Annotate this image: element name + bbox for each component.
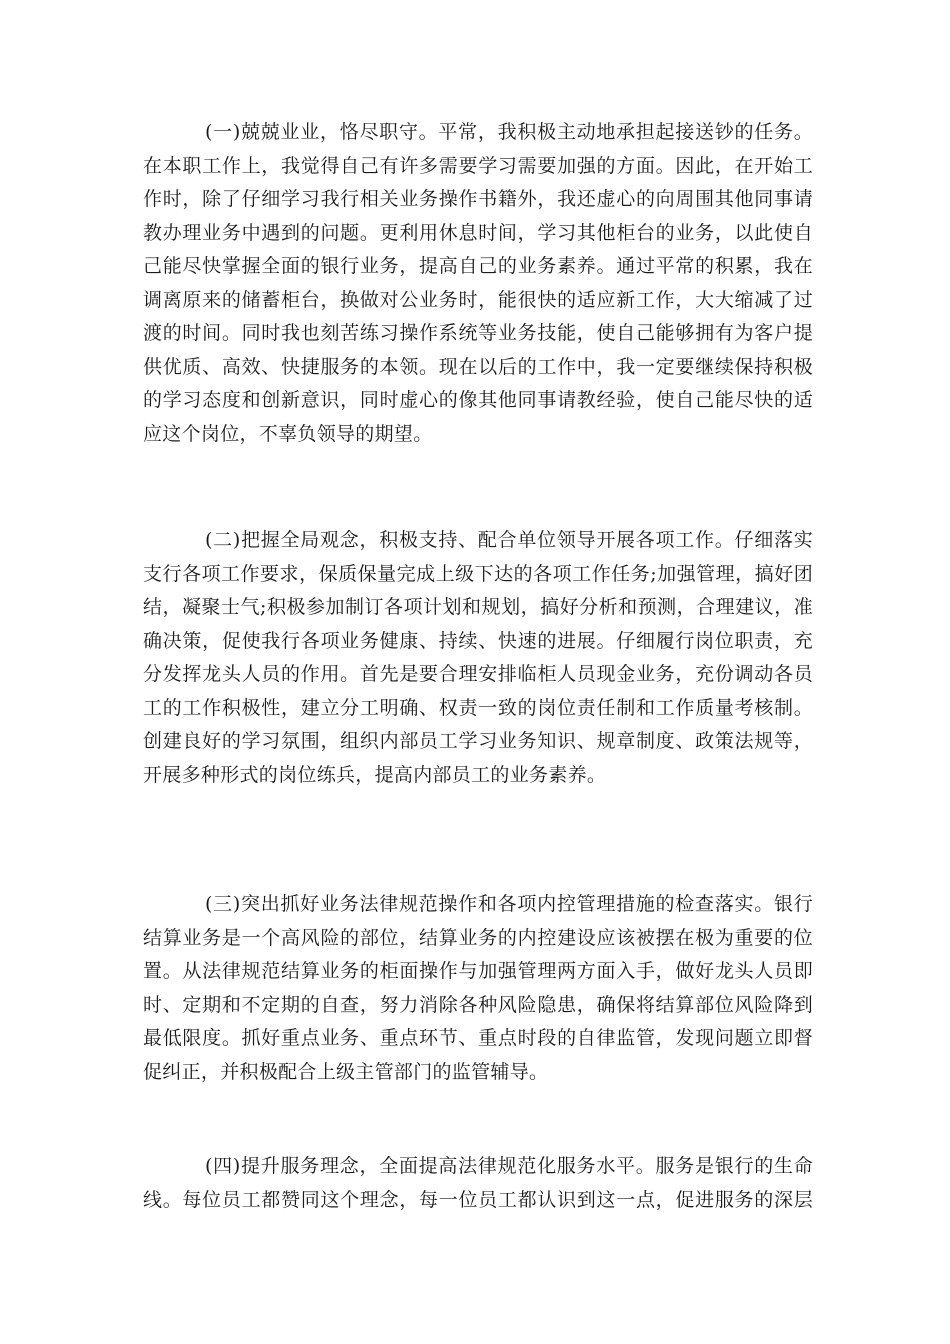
paragraph-line: 线。每位员工都赞同这个理念，每一位员工都认识到这一点，促进服务的深层 (143, 1188, 813, 1211)
paragraph-line: 供优质、高效、快捷服务的本领。现在以后的工作中，我一定要继续保持积极 (143, 355, 813, 378)
paragraph-line: 支行各项工作要求，保质保量完成上级下达的各项工作任务;加强管理，搞好团 (143, 562, 813, 585)
paragraph-line: 应这个岗位，不辜负领导的期望。 (143, 422, 433, 445)
paragraph-4 (143, 1150, 813, 1217)
paragraph-line: 最低限度。抓好重点业务、重点环节、重点时段的自律监管，发现问题立即督 (143, 1027, 813, 1049)
paragraph-3 (143, 888, 813, 1089)
paragraph-line: 作时，除了仔细学习我行相关业务操作书籍外，我还虚心的向周围其他同事请 (143, 188, 813, 210)
paragraph-line: 调离原来的储蓄柜台，换做对公业务时，能很快的适应新工作，大大缩减了过 (143, 288, 813, 311)
paragraph-line: 时、定期和不定期的自查，努力消除各种风险隐患，确保将结算部位风险降到 (143, 993, 813, 1016)
paragraph-line: 己能尽快掌握全面的银行业务，提高自己的业务素养。通过平常的积累，我在 (143, 255, 813, 277)
paragraph-line: 工的工作积极性，建立分工明确、权责一致的岗位责任制和工作质量考核制。 (143, 696, 813, 719)
paragraph-line: (二)把握全局观念，积极支持、配合单位领导开展各项工作。仔细落实 (205, 529, 813, 551)
paragraph-line: 的学习态度和创新意识，同时虚心的像其他同事请教经验，使自己能尽快的适 (143, 389, 813, 411)
paragraph-line: 确决策，促使我行各项业务健康、持续、快速的进展。仔细履行岗位职责，充 (143, 629, 813, 652)
paragraph-line: (三)突出抓好业务法律规范操作和各项内控管理措施的检查落实。银行 (205, 893, 813, 915)
paragraph-line: (一)兢兢业业，恪尽职守。平常，我积极主动地承担起接送钞的任务。 (205, 121, 813, 143)
paragraph-line: 分发挥龙头人员的作用。首先是要合理安排临柜人员现金业务，充份调动各员 (143, 663, 813, 685)
paragraph-line: 开展多种形式的岗位练兵，提高内部员工的业务素养。 (143, 763, 607, 786)
paragraph-line: (四)提升服务理念，全面提高法律规范化服务水平。服务是银行的生命 (205, 1155, 813, 1177)
paragraph-line: 在本职工作上，我觉得自己有许多需要学习需要加强的方面。因此，在开始工 (143, 154, 813, 177)
paragraph-line: 教办理业务中遇到的问题。更利用休息时间，学习其他柜台的业务，以此使自 (143, 221, 813, 244)
paragraph-line: 创建良好的学习氛围，组织内部员工学习业务知识、规章制度、政策法规等， (143, 730, 813, 752)
paragraph-1 (143, 116, 813, 451)
paragraph-2 (143, 524, 813, 792)
paragraph-line: 渡的时间。同时我也刻苦练习操作系统等业务技能，使自己能够拥有为客户提 (143, 322, 813, 344)
paragraph-line: 结，凝聚士气;积极参加制订各项计划和规划，搞好分析和预测，合理建议，准 (143, 596, 813, 618)
paragraph-line: 结算业务是一个高风险的部位，结算业务的内控建设应该被摆在极为重要的位 (143, 926, 813, 949)
paragraph-line: 置。从法律规范结算业务的柜面操作与加强管理两方面入手，做好龙头人员即 (143, 960, 813, 982)
paragraph-line: 促纠正，并积极配合上级主管部门的监管辅导。 (143, 1060, 549, 1083)
